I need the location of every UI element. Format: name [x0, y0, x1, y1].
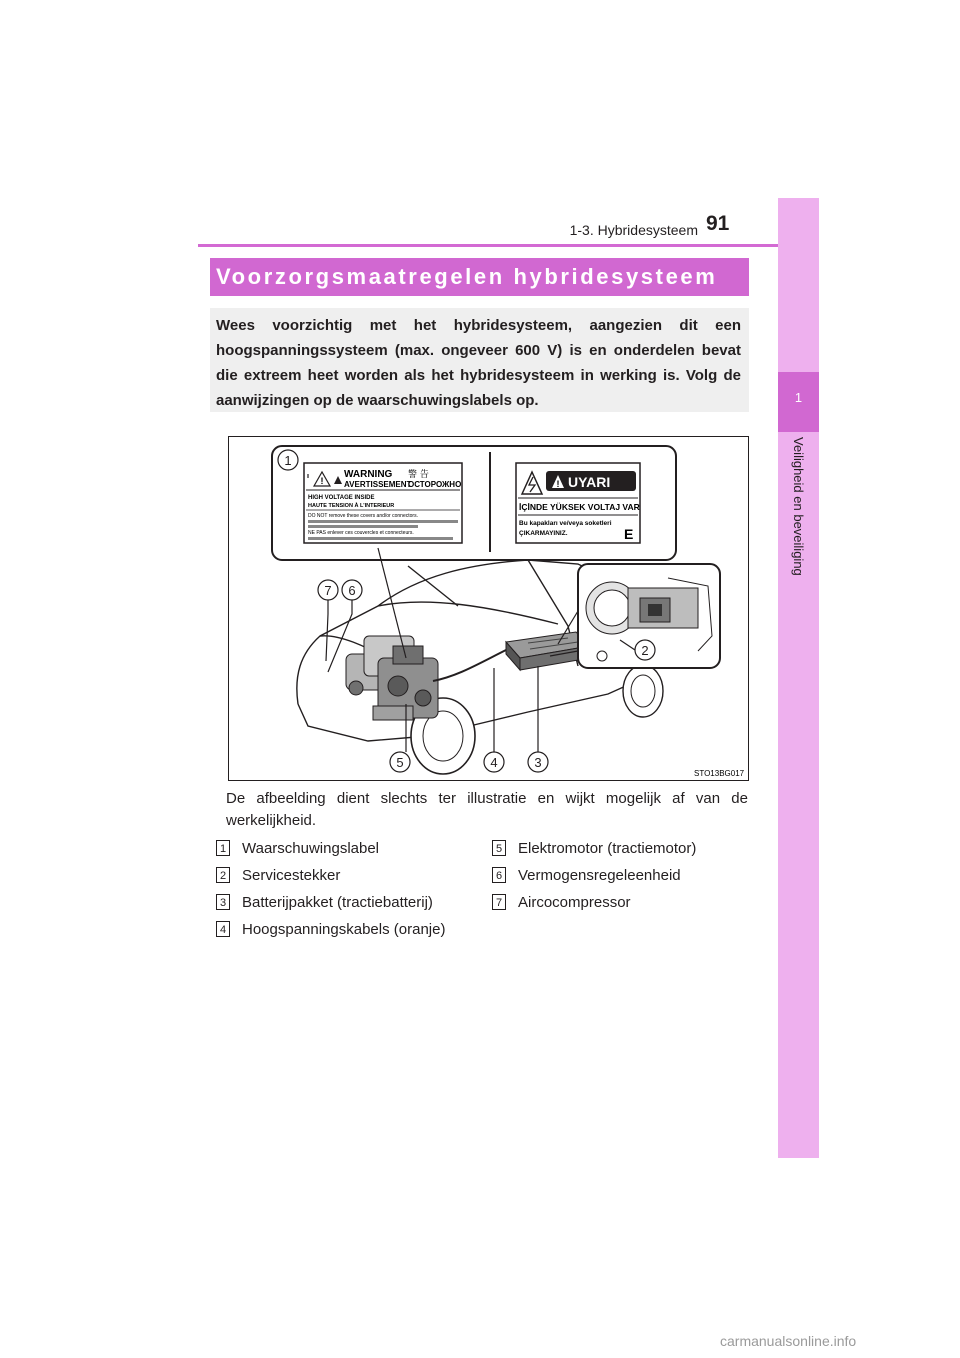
rear-wheel: [623, 665, 663, 717]
callout-5-label: 5: [396, 755, 404, 770]
callout-7-label: 7: [324, 583, 332, 598]
label-e-mark: E: [624, 526, 634, 542]
legend-num-3: 3: [216, 894, 230, 910]
legend-label-3: Batterijpakket (tractiebatterij): [242, 894, 433, 911]
figure-code: STO13BG017: [694, 769, 745, 778]
label-icinde: İÇİNDE YÜKSEK VOLTAJ VAR: [519, 502, 640, 512]
label-high-voltage: HIGH VOLTAGE INSIDE: [308, 495, 375, 501]
hv-cable: [433, 650, 506, 681]
label-bu-kapak: Bu kapakları ve/veya soketleri: [519, 520, 612, 527]
legend-label-1: Waarschuwingslabel: [242, 840, 380, 857]
label-uyari: UYARI: [568, 474, 611, 490]
watermark: carmanualsonline.info: [720, 1333, 857, 1349]
header-rule: [198, 244, 818, 247]
legend-label-2: Servicestekker: [242, 867, 341, 884]
svg-text:!: !: [556, 479, 560, 489]
label-do-not: DO NOT remove these covers and/or connectors.: [308, 513, 418, 519]
section-heading: 1-3. Hybridesysteem: [569, 222, 698, 238]
legend-num-4: 4: [216, 921, 230, 937]
legend-label-4: Hoogspanningskabels (oranje): [242, 921, 446, 938]
legend-label-7: Aircocompressor: [518, 894, 631, 911]
legend-num-1: 1: [216, 840, 230, 856]
label-warning: WARNING: [344, 469, 393, 480]
chapter-number: 1: [794, 390, 803, 405]
legend-num-5: 5: [492, 840, 506, 856]
svg-text:!: !: [320, 476, 324, 486]
label-cikarmayiniz: ÇIKARMAYINIZ.: [519, 530, 568, 537]
chapter-title: Veiligheid en beveiliging: [791, 437, 806, 576]
callout-6-label: 6: [348, 583, 356, 598]
legend-num-2: 2: [216, 867, 230, 883]
callout-3-label: 3: [534, 755, 542, 770]
intro-text: Wees voorzichtig met het hybridesysteem, aangezien dit een hoogspanningssysteem (max. ongeveer 600 V) is en onderdelen bevat die extreem heet worden als het hybridesysteem in werking is. Volg de aanwijzingen op de waarschuwingslabels op.: [216, 317, 741, 409]
legend-num-6: 6: [492, 867, 506, 883]
callout-2-label: 2: [641, 643, 649, 658]
figure-caption: De afbeelding dient slechts ter illustratie en wijkt mogelijk af van de werkelijkheid.: [226, 790, 748, 829]
callout-1-label: 1: [284, 453, 292, 468]
label-haute-tension: HAUTE TENSION À L'INTERIEUR: [308, 503, 395, 509]
legend-label-6: Vermogensregeleenheid: [518, 867, 681, 884]
label-ne-pas: NE PAS enlever ces couvercles et connecteurs.: [308, 530, 414, 536]
legend-num-7: 7: [492, 894, 506, 910]
callout-4-label: 4: [490, 755, 498, 770]
chapter-side-tab: [778, 198, 819, 1158]
page-title: Voorzorgsmaatregelen hybridesysteem: [216, 264, 718, 289]
engine-bay: [346, 636, 438, 720]
label-warning-jp: 警 告: [408, 470, 429, 480]
hybrid-system-illustration: [228, 436, 749, 781]
legend-label-5: Elektromotor (tractiemotor): [518, 840, 697, 857]
label-ostorozhno: OСТОРОЖНО: [408, 480, 462, 489]
label-avertissement: AVERTISSEMENT: [344, 480, 412, 489]
page-number: 91: [706, 212, 730, 235]
